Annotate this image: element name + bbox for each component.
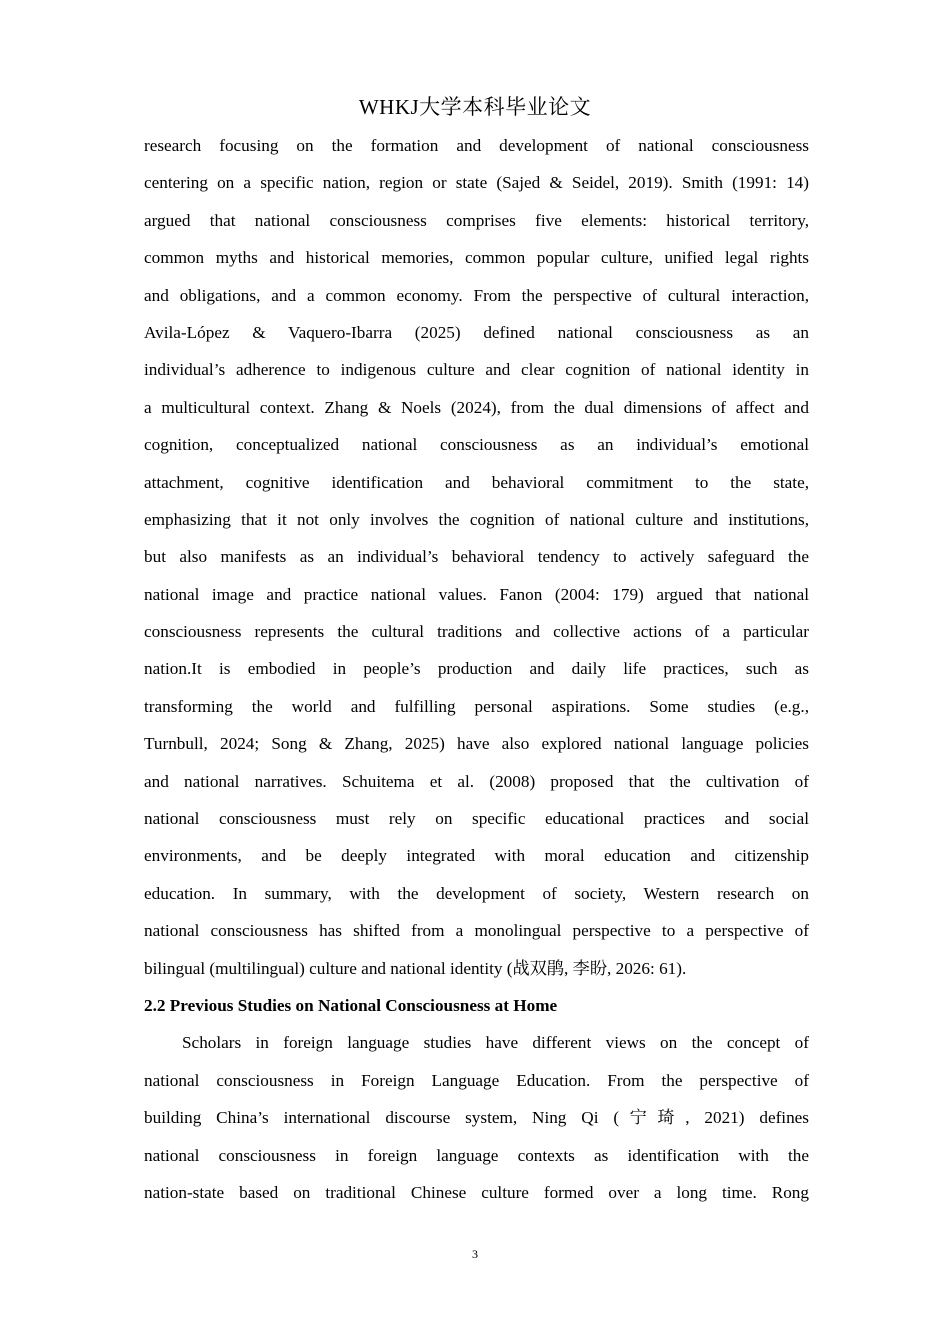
page-number: 3 — [472, 1247, 478, 1261]
text-line: Avila-López & Vaquero-Ibarra (2025) defined national consciousness as an — [144, 322, 809, 342]
text-line: education. In summary, with the development of society, Western research on — [144, 883, 809, 903]
body-text — [144, 127, 809, 1211]
text-line: national consciousness in Foreign Language Education. From the perspective of — [144, 1070, 809, 1090]
text-line: attachment, cognitive identification and behavioral commitment to the state, — [144, 472, 809, 492]
text-line: argued that national consciousness comprises five elements: historical territory, — [144, 210, 809, 230]
section-heading: 2.2 Previous Studies on National Consciousness at Home — [144, 995, 558, 1015]
text-line: and obligations, and a common economy. From the perspective of cultural interaction, — [144, 285, 809, 305]
text-line: transforming the world and fulfilling personal aspirations. Some studies (e.g., — [144, 696, 809, 716]
text-line: and national narratives. Schuitema et al. (2008) proposed that the cultivation of — [144, 771, 809, 791]
text-line: nation.It is embodied in people’s production and daily life practices, such as — [144, 659, 809, 679]
text-line: national consciousness has shifted from a monolingual perspective to a perspective of — [144, 921, 809, 941]
paragraph-domestic-studies — [144, 1024, 809, 1211]
text-line: nation-state based on traditional Chinese culture formed over a long time. Rong — [144, 1182, 809, 1202]
text-line: bilingual (multilingual) culture and national identity (战双鹃, 李盼, 2026: 61). — [144, 958, 687, 978]
text-line: but also manifests as an individual’s behavioral tendency to actively safeguard the — [144, 547, 809, 567]
text-line: emphasizing that it not only involves the cognition of national culture and institutions, — [144, 509, 809, 529]
text-line: national consciousness must rely on specific educational practices and social — [144, 809, 809, 829]
text-line: Turnbull, 2024; Song & Zhang, 2025) have also explored national language policies — [144, 734, 809, 754]
text-line: centering on a specific nation, region or state (Sajed & Seidel, 2019). Smith (1991: 14) — [144, 173, 809, 193]
text-line: individual’s adherence to indigenous culture and clear cognition of national identity in — [144, 360, 809, 380]
text-line: environments, and be deeply integrated with moral education and citizenship — [144, 846, 809, 866]
text-line: building China’s international discourse system, Ning Qi (宁琦, 2021) defines — [144, 1108, 809, 1128]
page-header-title: WHKJ大学本科毕业论文 — [358, 95, 592, 119]
text-line: Scholars in foreign language studies have different views on the concept of — [182, 1033, 809, 1053]
text-line: consciousness represents the cultural traditions and collective actions of a particular — [144, 622, 809, 642]
text-line: national consciousness in foreign language contexts as identification with the — [144, 1145, 809, 1165]
text-line: cognition, conceptualized national consciousness as an individual’s emotional — [144, 435, 809, 455]
text-line: common myths and historical memories, common popular culture, unified legal rights — [144, 248, 809, 268]
paragraph-western-studies — [144, 127, 809, 987]
text-line: a multicultural context. Zhang & Noels (2024), from the dual dimensions of affect and — [144, 397, 809, 417]
text-line: research focusing on the formation and development of national consciousness — [144, 136, 809, 155]
text-line: national image and practice national values. Fanon (2004: 179) argued that national — [144, 584, 809, 604]
